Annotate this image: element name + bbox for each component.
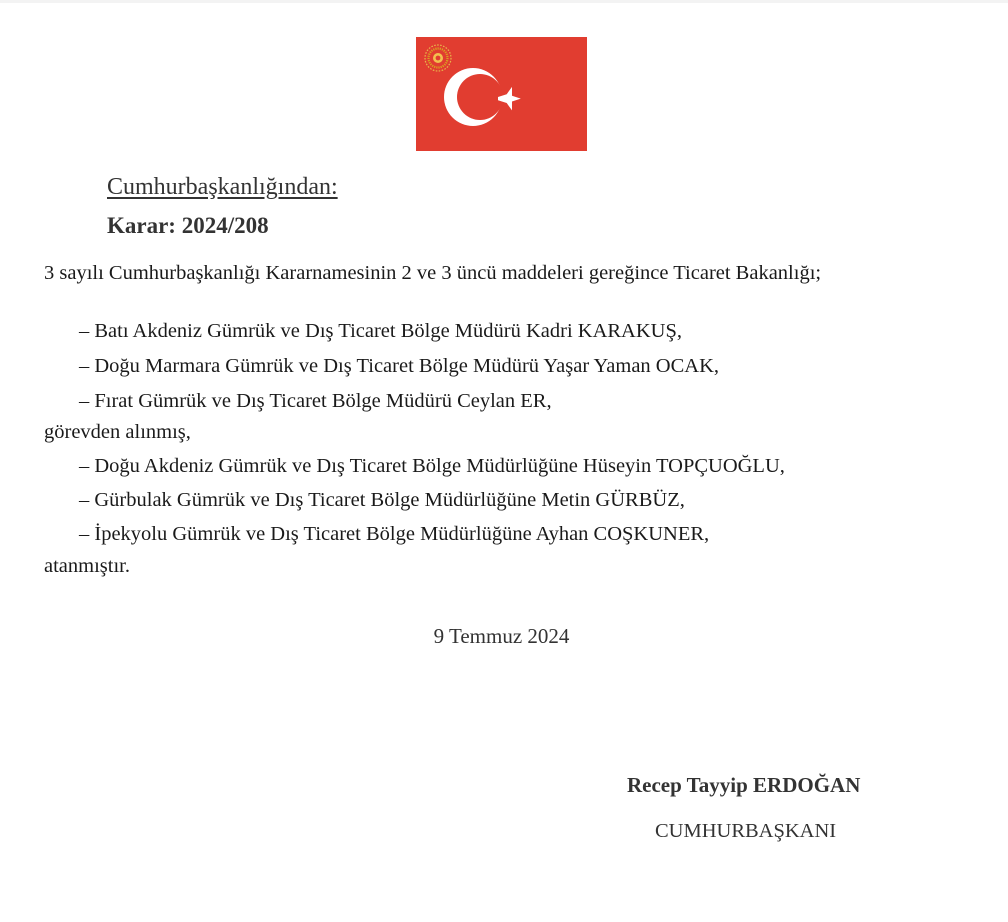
- appointed-closing: atanmıştır.: [44, 555, 130, 577]
- appointed-item: – Gürbulak Gümrük ve Dış Ticaret Bölge Müdürlüğüne Metin GÜRBÜZ,: [79, 489, 685, 511]
- appointed-item: – İpekyolu Gümrük ve Dış Ticaret Bölge Müdürlüğüne Ayhan COŞKUNER,: [79, 523, 710, 545]
- dismissed-item: – Doğu Marmara Gümrük ve Dış Ticaret Bölge Müdürü Yaşar Yaman OCAK,: [79, 355, 720, 377]
- document-date: 9 Temmuz 2024: [433, 624, 570, 648]
- turkish-flag-icon: [416, 37, 587, 151]
- intro-paragraph: 3 sayılı Cumhurbaşkanlığı Kararnamesinin 2 ve 3 üncü maddeleri gereğince Ticaret Bakanlığı;: [44, 262, 822, 284]
- signer-title: CUMHURBAŞKANI: [655, 820, 837, 842]
- decision-number: Karar: 2024/208: [107, 213, 269, 238]
- dismissed-item: – Fırat Gümrük ve Dış Ticaret Bölge Müdürü Ceylan ER,: [79, 390, 552, 412]
- appointed-item: – Doğu Akdeniz Gümrük ve Dış Ticaret Bölge Müdürlüğüne Hüseyin TOPÇUOĞLU,: [79, 455, 785, 477]
- document-heading: Cumhurbaşkanlığından:: [107, 174, 338, 200]
- dismissed-item: – Batı Akdeniz Gümrük ve Dış Ticaret Bölge Müdürü Kadri KARAKUŞ,: [79, 320, 682, 342]
- signer-name: Recep Tayyip ERDOĞAN: [627, 773, 861, 797]
- dismissed-closing: görevden alınmış,: [44, 421, 191, 443]
- page-top-border: [0, 0, 1008, 3]
